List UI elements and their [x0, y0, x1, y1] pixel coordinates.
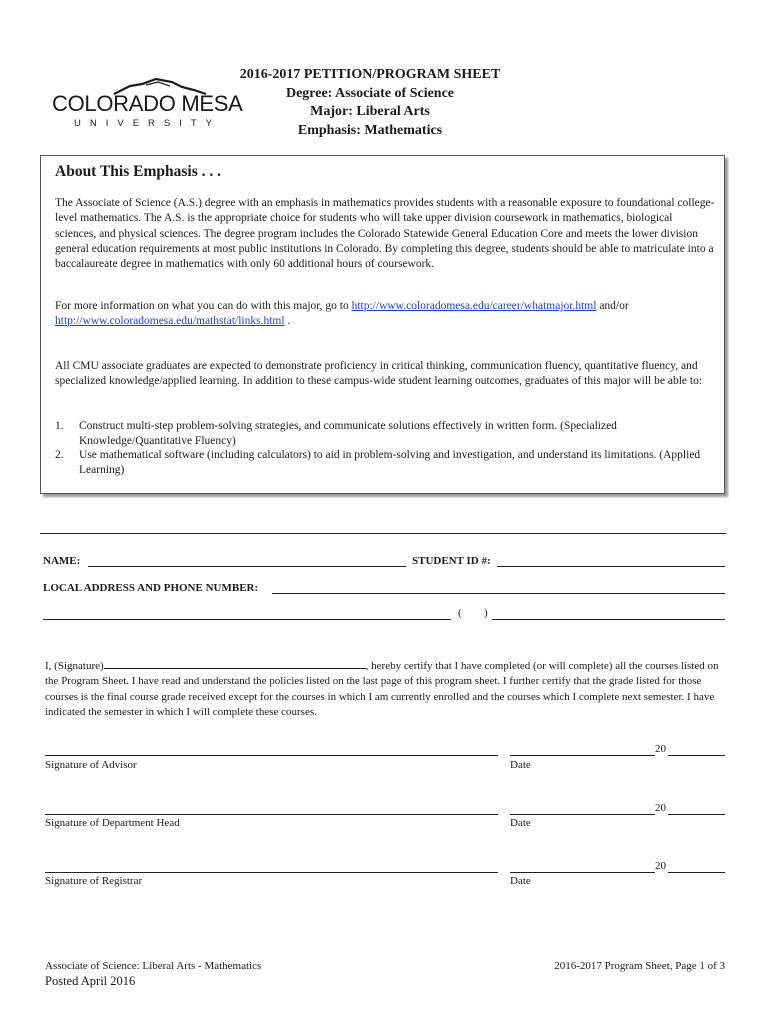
- outcome-text: Use mathematical software (including calculators) to aid in problem-solving and investigation, and understand its limitations. (Applied Learning): [79, 449, 701, 476]
- address-field[interactable]: [272, 593, 725, 594]
- address-line-2-field[interactable]: [43, 619, 451, 620]
- address-label: LOCAL ADDRESS AND PHONE NUMBER:: [43, 582, 259, 594]
- advisor-date-label: Date: [510, 759, 531, 771]
- phone-paren-open: (: [458, 607, 462, 619]
- footer-posted-date: Posted April 2016: [45, 974, 136, 988]
- outcome-item: [55, 448, 715, 478]
- about-heading: About This Emphasis . . .: [55, 163, 221, 180]
- mathstat-link[interactable]: http://www.coloradomesa.edu/mathstat/links.html: [55, 315, 285, 328]
- student-signature-field[interactable]: [104, 658, 366, 669]
- department-head-year-prefix: 20: [655, 802, 666, 814]
- registrar-signature-line[interactable]: [45, 872, 498, 873]
- student-id-field[interactable]: [497, 566, 725, 567]
- outcome-number: 2.: [55, 449, 64, 461]
- header-emphasis: Emphasis: Mathematics: [297, 122, 443, 138]
- department-head-signature-label: Signature of Department Head: [45, 817, 180, 829]
- department-head-date-line[interactable]: [510, 814, 655, 815]
- para2-prefix: For more information on what you can do with this major, go to: [55, 300, 352, 312]
- name-label: NAME:: [43, 555, 81, 567]
- career-link[interactable]: http://www.coloradomesa.edu/career/whatmajor.html: [351, 300, 597, 312]
- header-title: 2016-2017 PETITION/PROGRAM SHEET: [239, 67, 501, 82]
- header-major: Major: Liberal Arts: [310, 104, 430, 119]
- registrar-date-label: Date: [510, 875, 531, 887]
- department-head-year-line[interactable]: [668, 814, 725, 815]
- footer-program: Associate of Science: Liberal Arts - Mathematics: [45, 960, 262, 972]
- para2-suffix: .: [284, 315, 291, 328]
- department-head-date-label: Date: [510, 817, 531, 829]
- registrar-date-line[interactable]: [510, 872, 655, 873]
- certify-text: , hereby certify that I have completed (or will complete) all the courses listed on the Program Sheet. I have read and understand the policies listed on the last page of this program sheet. I further certify that the grade listed for those courses is the final course grade received except for the courses in which I am currently enrolled and the courses which I complete next semester. I have indicated the semester in which I will complete these courses.: [45, 660, 719, 718]
- advisor-signature-line[interactable]: [45, 755, 498, 756]
- advisor-year-line[interactable]: [668, 755, 725, 756]
- certification-statement: [45, 658, 725, 720]
- phone-paren-close: ): [484, 607, 488, 619]
- outcome-number: 1.: [55, 420, 64, 432]
- about-paragraph-2: [55, 299, 715, 330]
- certify-prefix: I, (Signature): [45, 660, 104, 672]
- registrar-signature-label: Signature of Registrar: [45, 875, 143, 887]
- about-paragraph-3: All CMU associate graduates are expected to demonstrate proficiency in critical thinking, communication fluency, quantitative fluency, and specialized knowledge/applied learning. In addition to these campus-wide student learning outcomes, graduates of this major will be able to:: [55, 360, 703, 388]
- logo-name: COLORADO MESA: [52, 91, 243, 116]
- logo-subtitle: UNIVERSITY: [74, 118, 222, 129]
- registrar-year-line[interactable]: [668, 872, 725, 873]
- department-head-signature-line[interactable]: [45, 814, 498, 815]
- about-paragraph-1: The Associate of Science (A.S.) degree with an emphasis in mathematics provides students with a reasonable exposure to foundational college-level mathematics. The A.S. is the appropriate choice for students who will take upper division coursework in mathematics, biological sciences, and physical sciences. The degree program includes the Colorado Statewide General Education Core and meets the lower division general education requirements at most public institutions in Colorado. By completing this degree, students should be able to matriculate into a baccalaureate degree in mathematics with only 60 additional hours of coursework.: [55, 197, 715, 271]
- outcome-item: [55, 419, 715, 449]
- section-divider: [40, 533, 726, 534]
- registrar-year-prefix: 20: [655, 860, 666, 872]
- para2-mid: and/or: [596, 300, 629, 312]
- name-field[interactable]: [88, 566, 406, 567]
- advisor-date-line[interactable]: [510, 755, 655, 756]
- outcome-text: Construct multi-step problem-solving strategies, and communicate solutions effectively in written form. (Specialized Knowledge/Quantitative Fluency): [79, 420, 617, 447]
- header-degree: Degree: Associate of Science: [285, 85, 455, 101]
- page-header: [200, 66, 540, 140]
- advisor-signature-label: Signature of Advisor: [45, 759, 137, 771]
- advisor-year-prefix: 20: [655, 743, 666, 755]
- about-emphasis-box: [40, 155, 725, 494]
- phone-field[interactable]: [492, 619, 725, 620]
- footer-page-number: 2016-2017 Program Sheet, Page 1 of 3: [554, 960, 725, 972]
- student-id-label: STUDENT ID #:: [412, 555, 491, 567]
- university-logo: [52, 78, 243, 133]
